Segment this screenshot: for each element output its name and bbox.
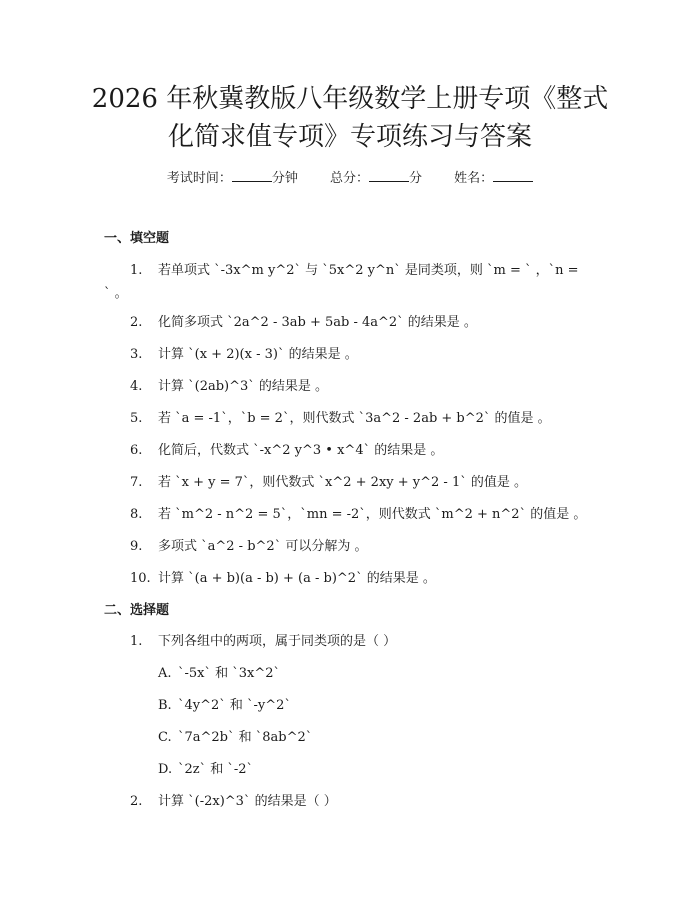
question-number: 2. <box>130 315 143 330</box>
score-unit: 分 <box>409 171 423 186</box>
option-text: `-5x` 和 `3x^2` <box>178 666 281 681</box>
option-label: C. <box>158 730 172 745</box>
option-label: D. <box>158 762 173 777</box>
section-heading-fill-blank: 一、填空题 <box>104 231 170 246</box>
fill-question-9 <box>130 537 590 557</box>
question-text: 计算 `(-2x)^3` 的结果是（ ） <box>158 794 337 809</box>
fill-question-7 <box>130 473 590 493</box>
question-text: 计算 `(a + b)(a - b) + (a - b)^2` 的结果是 。 <box>158 571 436 586</box>
time-blank <box>232 168 272 182</box>
fill-question-8 <box>130 505 590 525</box>
fill-question-2 <box>130 313 590 333</box>
choice-option-d <box>158 760 253 780</box>
question-number: 1. <box>130 634 143 649</box>
fill-question-5 <box>130 409 590 429</box>
question-number: 10. <box>130 571 151 586</box>
score-label: 总分： <box>329 171 369 186</box>
option-text: `7a^2b` 和 `8ab^2` <box>178 730 313 745</box>
question-text: 若单项式 `-3x^m y^2` 与 `5x^2 y^n` 是同类项，则 `m = ` ，`n = <box>158 263 579 278</box>
section-heading-multiple-choice: 二、选择题 <box>104 603 170 618</box>
choice-question-2 <box>130 792 590 812</box>
question-text: 若 `a = -1`，`b = 2`，则代数式 `3a^2 - 2ab + b^2` 的值是 。 <box>158 411 551 426</box>
fill-question-4 <box>130 377 590 397</box>
option-label: B. <box>158 698 172 713</box>
question-number: 4. <box>130 379 143 394</box>
fill-question-1 <box>130 261 590 281</box>
fill-question-6 <box>130 441 590 461</box>
choice-option-b <box>158 696 291 716</box>
option-text: `4y^2` 和 `-y^2` <box>178 698 291 713</box>
question-text: 下列各组中的两项，属于同类项的是（ ） <box>158 634 397 649</box>
time-unit: 分钟 <box>271 171 298 186</box>
question-text: 化简多项式 `2a^2 - 3ab + 5ab - 4a^2` 的结果是 。 <box>158 315 477 330</box>
fill-question-1-continuation: ` 。 <box>104 286 128 301</box>
question-text: 多项式 `a^2 - b^2` 可以分解为 。 <box>158 539 368 554</box>
question-number: 5. <box>130 411 143 426</box>
question-text: 计算 `(x + 2)(x - 3)` 的结果是 。 <box>158 347 358 362</box>
name-blank <box>493 168 533 182</box>
question-number: 3. <box>130 347 143 362</box>
question-number: 6. <box>130 443 143 458</box>
question-number: 7. <box>130 475 143 490</box>
time-label: 考试时间： <box>166 171 232 186</box>
fill-question-3 <box>130 345 590 365</box>
option-label: A. <box>158 666 172 681</box>
question-text: 若 `x + y = 7`，则代数式 `x^2 + 2xy + y^2 - 1` 的值是 。 <box>158 475 527 490</box>
choice-option-a <box>158 664 280 684</box>
question-number: 8. <box>130 507 143 522</box>
question-text: 计算 `(2ab)^3` 的结果是 。 <box>158 379 329 394</box>
document-title <box>70 80 630 156</box>
question-number: 2. <box>130 794 143 809</box>
question-text: 若 `m^2 - n^2 = 5`，`mn = -2`，则代数式 `m^2 + n^2` 的值是 。 <box>158 507 587 522</box>
fill-question-10 <box>130 569 590 589</box>
question-number: 1. <box>130 263 143 278</box>
name-label: 姓名： <box>454 171 494 186</box>
title-line-2: 化简求值专项》专项练习与答案 <box>167 122 532 152</box>
option-text: `2z` 和 `-2` <box>178 762 254 777</box>
question-text: 化简后，代数式 `-x^2 y^3 • x^4` 的结果是 。 <box>158 443 444 458</box>
score-blank <box>369 168 409 182</box>
question-number: 9. <box>130 539 143 554</box>
exam-info-line <box>0 168 700 189</box>
choice-option-c <box>158 728 312 748</box>
title-line-1: 2026 年秋冀教版八年级数学上册专项《整式 <box>91 84 609 114</box>
choice-question-1 <box>130 632 590 652</box>
